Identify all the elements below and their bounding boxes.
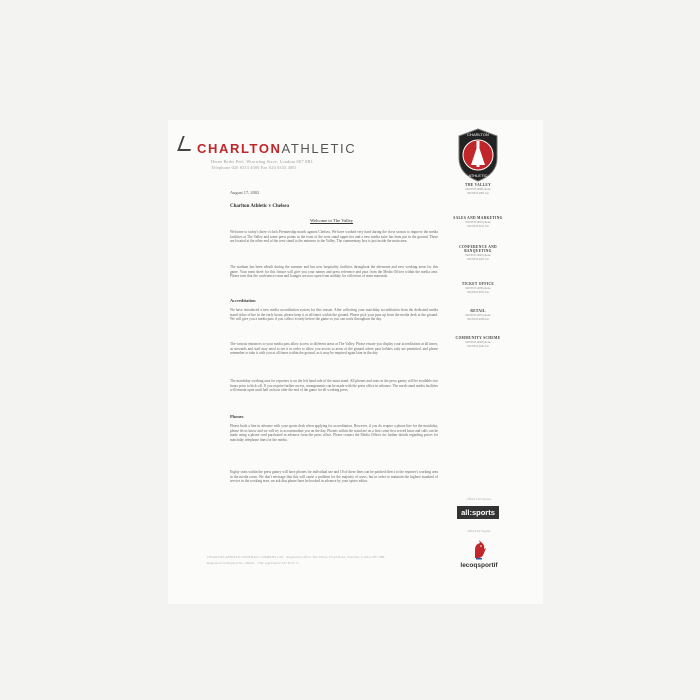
sidebar-contact-retail [447,309,509,321]
sidebar-phone: 020 8333 4035 phone [465,313,491,317]
letter-date: August 17, 2002 [230,190,260,195]
lecoqsportif-logo: lecoqsportif [460,562,498,569]
sidebar-fax: 020 8333 4036 fax [467,317,489,321]
footer-line-1: CHARLTON ATHLETIC FOOTBALL COMPANY LTD · Registered office: The Valley, Floyd Road, Charlton, London SE7 8BL [207,555,386,559]
intro-paragraph-2: The stadium has been rebuilt during the summer and has new hospitality facilities throughout the afternoon and new working areas for this game. Your team sheet for this fixture will give you your names and press reference and pass from the Media Officer within the media area. Please note that the conference room and lounges are now open from midday for collection of team materials. [230,265,438,278]
address-line-2: Telephone 020 8333 4000 Fax 020 8333 4001 [211,165,297,170]
brand-wordmark [197,141,356,156]
brand-athletic: ATHLETIC [281,141,357,156]
sidebar-phone: 020 8333 4020 phone [465,253,491,257]
sidebar-heading: SALES AND MARKETING [453,216,503,220]
sidebar-phone: 020 8333 4030 phone [465,286,491,290]
sidebar-phone: 020 8333 4040 phone [465,340,491,344]
rooster-icon [471,540,487,560]
phones-paragraph-1: Please book a line in advance with your sports desk when applying for accreditation. However, if you do require a phone line for the matchday, please let us know and we will try to accommodate you on the day. Phones within the stand are on a first come first served basis and calls can be made using a phone card purchased in advance from the press office. Please contact the Media Officer for further details regarding prices for matchday telephone lines for the media. [230,424,438,442]
accreditation-paragraph-1: We have introduced a new media accreditation system for this season. After collecting your matchday accreditation from the dedicated media stand ticket office in the early hours, please keep it at all times within the ground. Please pick your pass up from the media desk at the ground. We will give you a media pass if you collect it early before the game so you can work throughout the day. [230,308,438,321]
sidebar-heading: TICKET OFFICE [461,282,495,286]
address-line-1: Herne Reibe Peel, Wirowbag Stave, Londom SE7 8BL [211,159,314,164]
sidebar-fax: 020 8333 4041 fax [467,344,489,348]
sidebar-contact-sales [447,216,509,228]
brand-charlton: CHARLTON [197,141,282,156]
accreditation-paragraph-3: The matchday working area for reporters is on the left hand side of the main stand. All phones and seats in the press gantry will be available two hours prior to kick-off. If you require further access, arrangements can be made with the press office in advance. The north stand media facilities will remain open until half an hour after the end of the game for all working press. [230,379,438,392]
accreditation-paragraph-2: The various entrances to your media pass allow access to different areas at The Valley. Please ensure you display your accreditation at all times, as stewards and staff may need to see it in order to allow you access to areas of the ground where pass holders only are permitted, and please remember to take it with you at all times within the ground, as it may be required again later in the day. [230,342,438,355]
sidebar-heading: CONFERENCE AND BANQUETING [459,245,497,253]
sidebar-fax: 020 8333 4001 fax [467,191,489,195]
accreditation-heading: Accreditation [230,298,256,303]
sidebar-contact-community [447,336,509,348]
sidebar-fax: 020 8333 4021 fax [467,257,489,261]
sidebar-heading: RETAIL [470,309,486,313]
sidebar-fax: 020 8333 4031 fax [467,290,489,294]
sidebar-heading: COMMUNITY SCHEME [455,336,501,340]
welcome-title: Welcome to The Valley [310,218,353,223]
intro-paragraph-1: Welcome to today's three o'clock Premiership match against Chelsea. We have worked very hard during the close season to improve the media facilities at The Valley and some press points in the front of the west stand upper tier and a new media suite has been put in the ground. These are located at the other end of the west stand to the entrance to the Valley. The commentary box is just inside the main area. [230,230,438,243]
official-sponsor-label: Official Club Sponsor [466,498,492,501]
club-crest-icon [457,128,499,182]
allsports-logo: all:sports [457,506,499,519]
sidebar-phone: 020 8333 4010 phone [465,220,491,224]
phones-paragraph-2: Eighty seats within the press gantry will have phones for individual use and 18 of these lines can be patched direct to the reporter's working area in the media room. We don't envisage that this will cause a problem for the majority of users, but in order to maintain the highest standard of service in the working area, we ask that phone lines be booked in advance by your sports editor. [230,470,438,483]
sidebar-heading: THE VALLEY [465,183,491,187]
sidebar-contact-ticket [447,282,509,294]
footer-line-2: Registered in England No. 186411 · VAT registration 557 6715 71 [207,561,300,565]
kit-supplier-label: Official Kit Supplier [467,530,491,533]
sidebar-phone: 020 8333 4000 phone [465,187,491,191]
sidebar-fax: 020 8333 4011 fax [467,224,489,228]
crest-top-text: CHARLTON [467,132,489,137]
sidebar-contact-valley [447,183,509,195]
sidebar-contact-conference [447,245,509,261]
phones-heading: Phones [230,414,244,419]
crest-bottom-text: ATHLETIC [468,173,488,178]
letter-subject: Charlton Athletic v Chelsea [230,204,290,209]
